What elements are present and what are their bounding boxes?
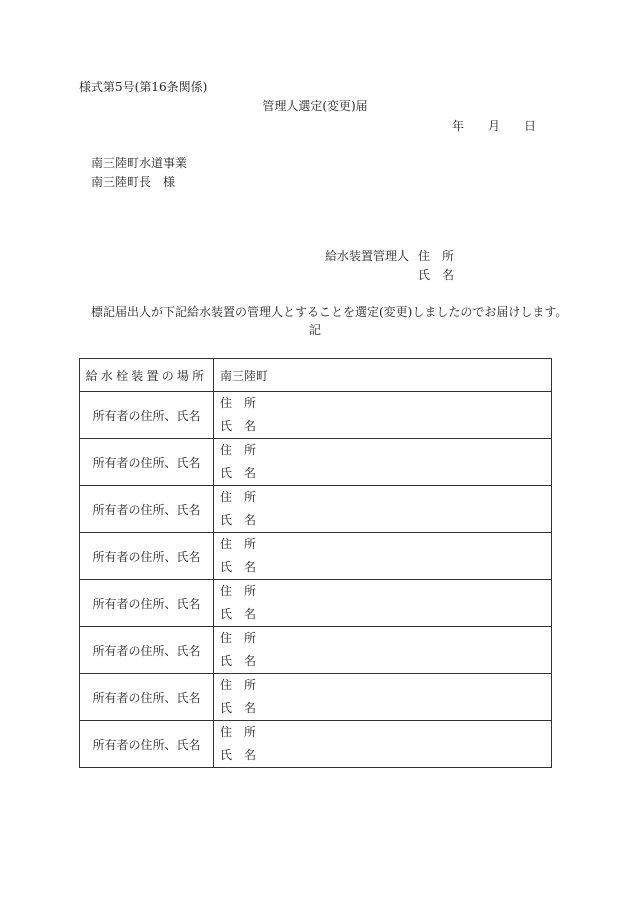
owner-name-char-2: 名	[244, 513, 257, 527]
owner-name-line	[214, 603, 551, 626]
owner-name-char-2: 名	[244, 607, 257, 621]
owner-name-char-2: 名	[244, 419, 257, 433]
location-label: 給水栓装置の場所	[80, 359, 214, 392]
statement: 標記届出人が下記給水装置の管理人とすることを選定(変更)しましたのでお届けします。	[91, 305, 568, 319]
owner-address-char-2: 所	[244, 584, 257, 598]
owner-name-line	[214, 415, 551, 438]
owner-address-char-1: 住	[220, 537, 233, 551]
owner-address-char-2: 所	[244, 443, 257, 457]
owner-detail	[214, 486, 552, 533]
addressee-organization: 南三陸町水道事業	[91, 156, 188, 170]
date-month: 月	[488, 119, 501, 133]
owner-label: 所有者の住所、氏名	[80, 439, 214, 486]
owner-detail	[214, 392, 552, 439]
owner-label: 所有者の住所、氏名	[80, 721, 214, 768]
owner-name-char-1: 氏	[220, 419, 233, 433]
owner-name-line	[214, 509, 551, 532]
date-year: 年	[452, 119, 465, 133]
owner-label: 所有者の住所、氏名	[80, 627, 214, 674]
owner-address-line	[214, 721, 551, 744]
owner-address-char-1: 住	[220, 490, 233, 504]
table-row	[80, 392, 552, 439]
owner-name-line	[214, 462, 551, 485]
applicant-name-char-1: 氏	[418, 268, 431, 282]
owner-name-char-1: 氏	[220, 654, 233, 668]
owner-address-line	[214, 486, 551, 509]
owner-detail	[214, 439, 552, 486]
owner-detail	[214, 533, 552, 580]
owner-name-char-1: 氏	[220, 607, 233, 621]
owner-address-char-1: 住	[220, 396, 233, 410]
owner-address-char-1: 住	[220, 443, 233, 457]
table-row	[80, 674, 552, 721]
owner-name-char-1: 氏	[220, 466, 233, 480]
owner-table	[79, 358, 552, 768]
owner-address-line	[214, 533, 551, 556]
owner-detail	[214, 721, 552, 768]
applicant-role: 給水装置管理人	[325, 249, 410, 263]
owner-name-char-2: 名	[244, 560, 257, 574]
owner-detail	[214, 674, 552, 721]
owner-name-char-1: 氏	[220, 701, 233, 715]
owner-name-char-2: 名	[244, 654, 257, 668]
owner-name-char-1: 氏	[220, 513, 233, 527]
document-title: 管理人選定(変更)届	[262, 99, 368, 113]
date-day: 日	[524, 119, 537, 133]
table-row	[80, 580, 552, 627]
owner-address-char-1: 住	[220, 631, 233, 645]
owner-detail	[214, 580, 552, 627]
owner-name-line	[214, 744, 551, 767]
owner-address-char-2: 所	[244, 396, 257, 410]
owner-address-char-1: 住	[220, 678, 233, 692]
ki-marker: 記	[308, 323, 321, 337]
owner-label: 所有者の住所、氏名	[80, 674, 214, 721]
owner-address-char-1: 住	[220, 725, 233, 739]
owner-address-line	[214, 439, 551, 462]
owner-label: 所有者の住所、氏名	[80, 533, 214, 580]
owner-name-char-1: 氏	[220, 748, 233, 762]
owner-name-char-2: 名	[244, 701, 257, 715]
owner-address-line	[214, 580, 551, 603]
applicant-address-char-2: 所	[442, 249, 455, 263]
owner-label: 所有者の住所、氏名	[80, 486, 214, 533]
owner-name-char-1: 氏	[220, 560, 233, 574]
addressee-mayor: 南三陸町長 様	[91, 175, 176, 189]
applicant-name-label	[418, 268, 454, 282]
owner-address-line	[214, 392, 551, 415]
owner-name-char-2: 名	[244, 466, 257, 480]
location-value: 南三陸町	[214, 359, 552, 392]
owner-name-line	[214, 697, 551, 720]
table-row	[80, 439, 552, 486]
applicant-name-char-2: 名	[442, 268, 455, 282]
table-row	[80, 627, 552, 674]
owner-address-char-1: 住	[220, 584, 233, 598]
table-row	[80, 486, 552, 533]
owner-address-char-2: 所	[244, 537, 257, 551]
owner-address-char-2: 所	[244, 631, 257, 645]
location-row	[80, 359, 552, 392]
owner-label: 所有者の住所、氏名	[80, 580, 214, 627]
owner-detail	[214, 627, 552, 674]
owner-address-char-2: 所	[244, 725, 257, 739]
applicant-address-label	[418, 249, 454, 263]
owner-address-char-2: 所	[244, 490, 257, 504]
owner-address-line	[214, 674, 551, 697]
owner-name-line	[214, 650, 551, 673]
date-line	[452, 119, 536, 133]
owner-address-line	[214, 627, 551, 650]
applicant-address-char-1: 住	[418, 249, 431, 263]
owner-name-char-2: 名	[244, 748, 257, 762]
owner-label: 所有者の住所、氏名	[80, 392, 214, 439]
owner-address-char-2: 所	[244, 678, 257, 692]
table-row	[80, 533, 552, 580]
form-number: 様式第5号(第16条関係)	[79, 80, 208, 94]
table-row	[80, 721, 552, 768]
owner-name-line	[214, 556, 551, 579]
